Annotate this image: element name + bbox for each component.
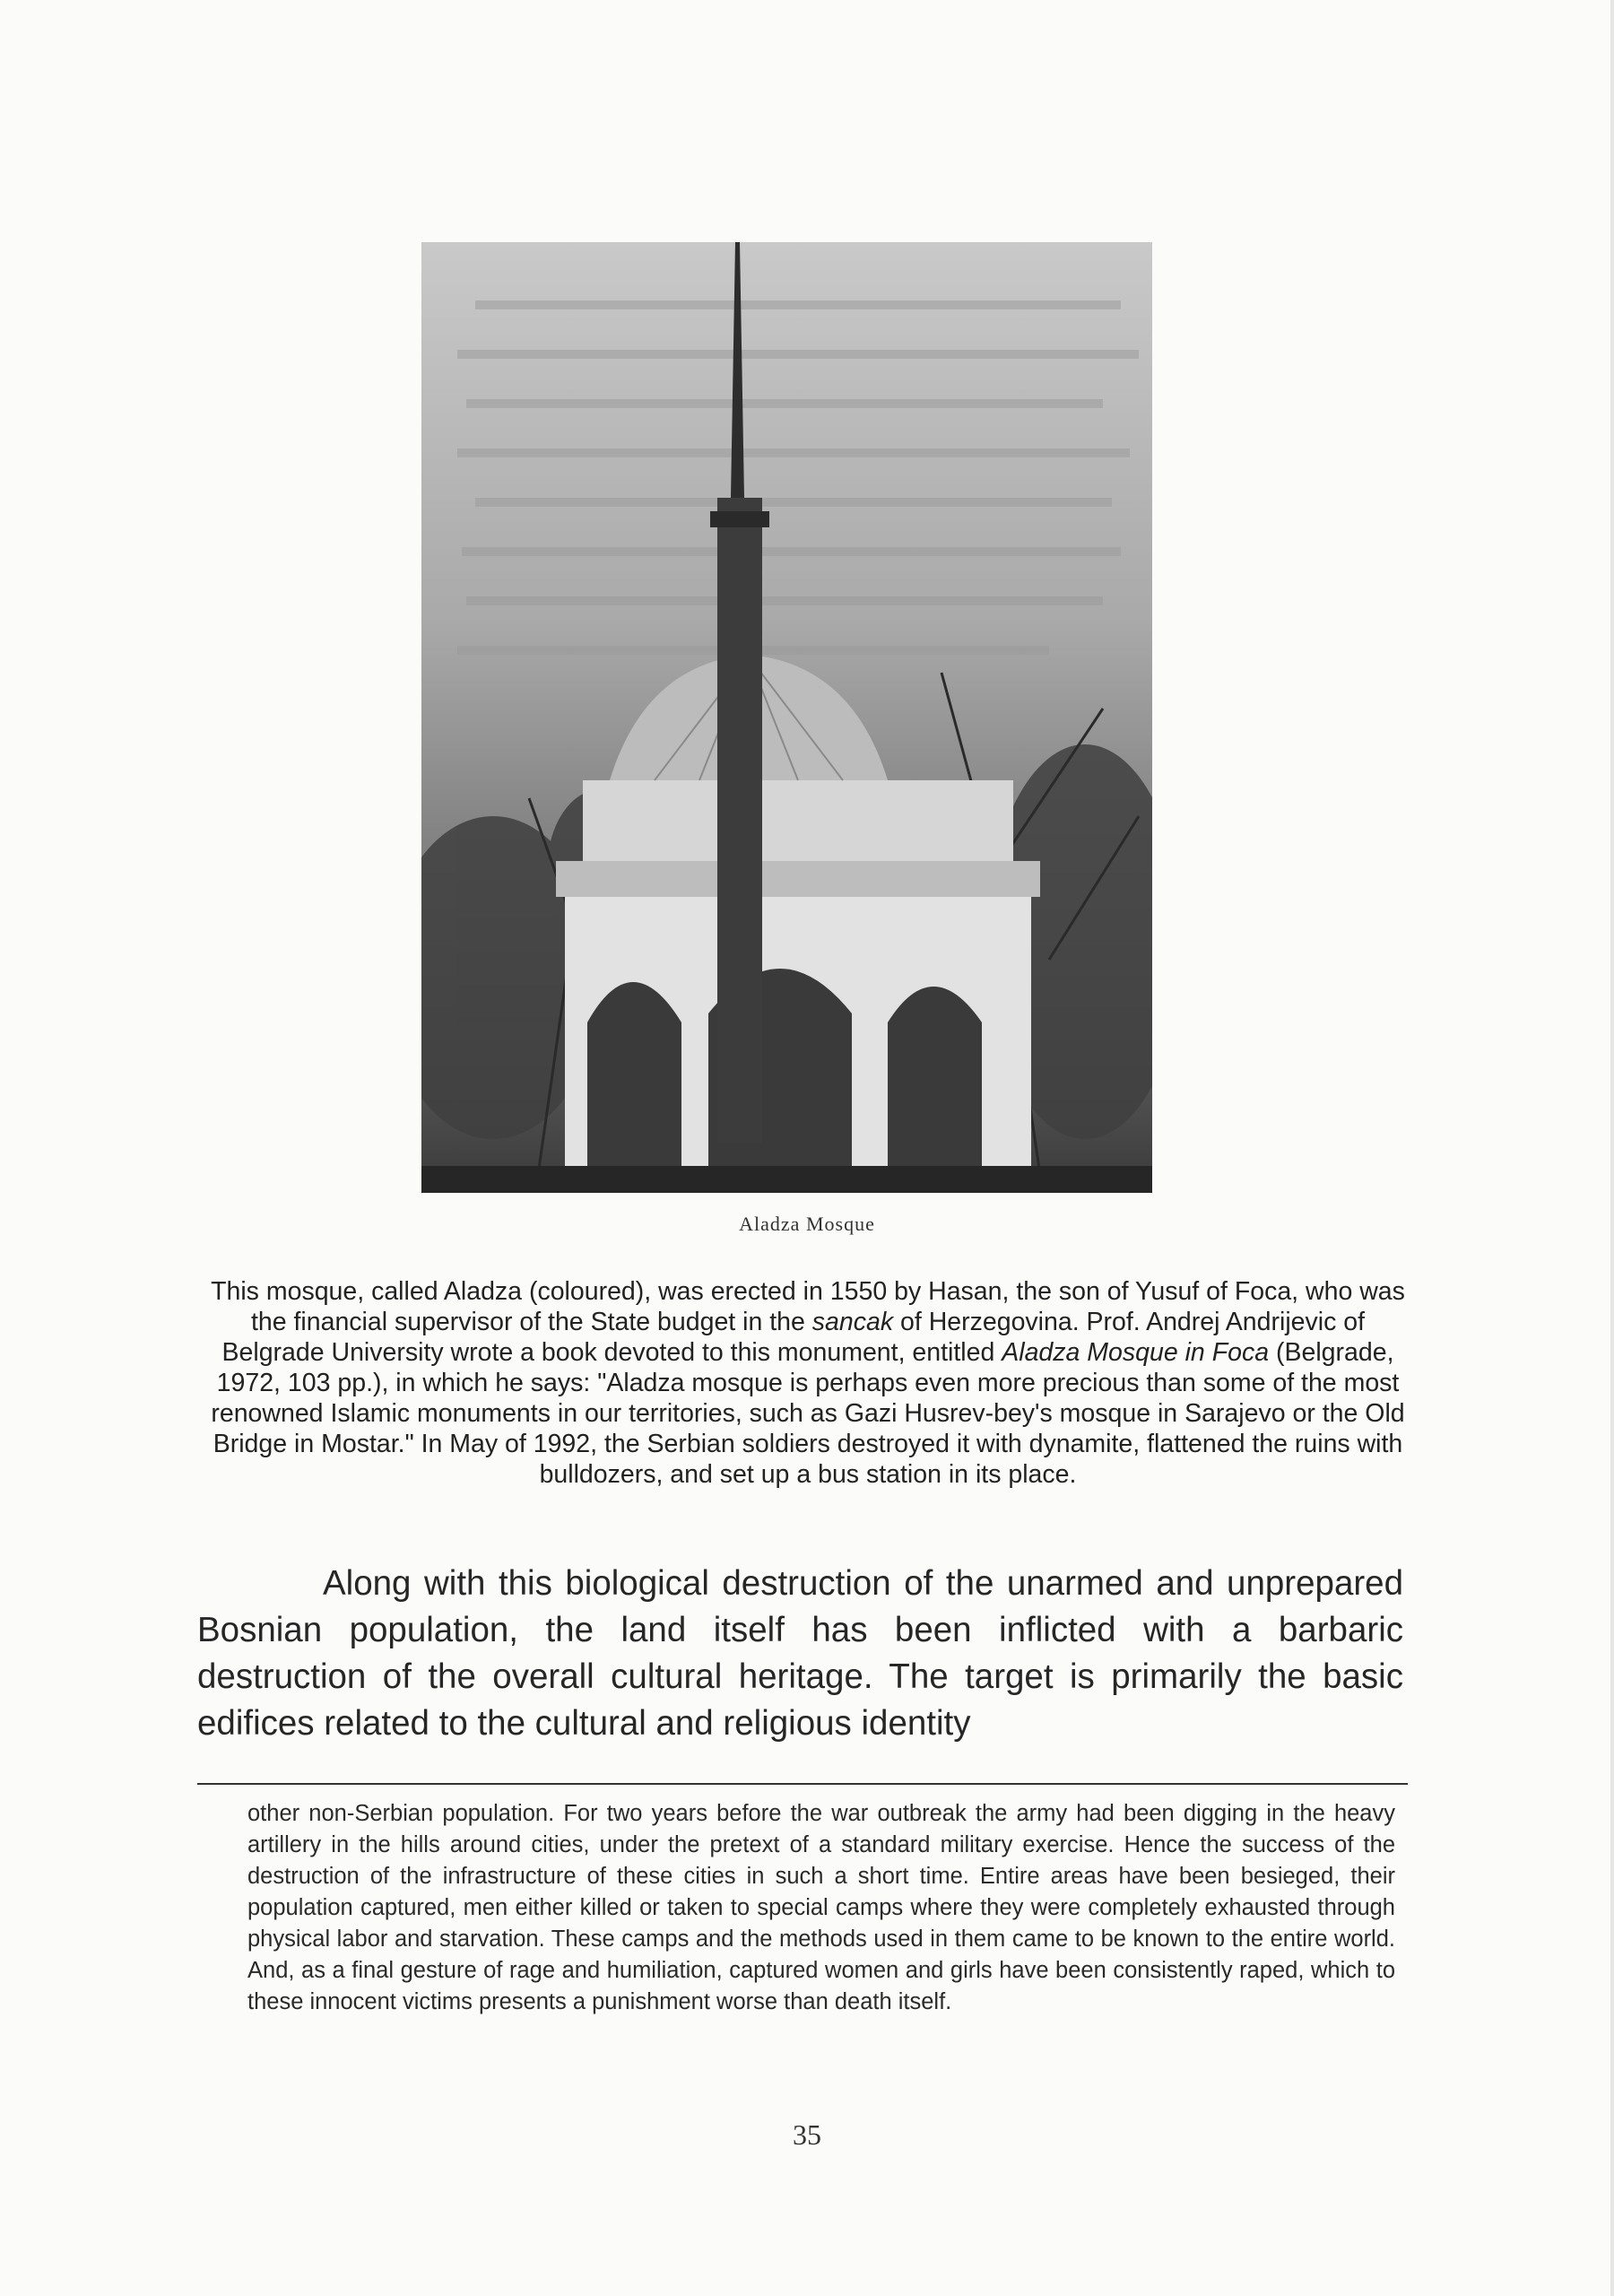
mosque-illustration bbox=[421, 242, 1152, 1193]
description-italic-sancak: sancak bbox=[811, 1308, 894, 1336]
description-text-3: (Belgrade, 1972, 103 pp.), in which he says: "Aladza mosque is perhaps even more precious than some of the most renowned Islamic monuments in our territories, such as Gazi Husrev-bey's mosque in Sarajevo or the Old Bridge in Mostar." In May of 1992, the Serbian soldiers destroyed it with dynamite, flattened the ruins with bulldozers, and set up a bus station in its place. bbox=[211, 1338, 1405, 1489]
ground bbox=[421, 1166, 1152, 1193]
mosque-photo bbox=[421, 242, 1152, 1193]
footnote-text: other non-Serbian population. For two years before the war outbreak the army had been digging in the heavy artillery in the hills around cities, under the pretext of a standard military exercise. Hence the success of the destruction of the infrastructure of these cities in such a short time. Entire areas have been besieged, their population captured, men either killed or taken to special camps where they were completely exhausted through physical labor and starvation. These camps and the methods used in them came to be known to the entire world. And, as a final gesture of rage and humiliation, captured women and girls have been consistently raped, which to these innocent victims presents a punishment worse than death itself. bbox=[247, 1801, 1395, 2014]
minaret bbox=[717, 498, 762, 1144]
portico-arches bbox=[587, 969, 982, 1166]
page-edge bbox=[1610, 0, 1614, 2296]
minaret-spire bbox=[731, 242, 744, 498]
description-italic-book-title: Aladza Mosque in Foca bbox=[1002, 1338, 1270, 1367]
minaret-balcony bbox=[710, 511, 769, 527]
photo-caption: Aladza Mosque bbox=[739, 1213, 875, 1235]
photo-description bbox=[203, 1276, 1413, 1490]
page-number: 35 bbox=[793, 2118, 821, 2151]
description-text-1: This mosque, called Aladza (coloured), was erected in 1550 by Hasan, the son of Yusuf of Foca, who was the financial supervisor of the State budget in the bbox=[211, 1277, 1405, 1336]
bleed-through-text bbox=[457, 305, 1139, 650]
description-text-2: of Herzegovina. Prof. Andrej Andrijevic of Belgrade University wrote a book devoted to this monument, entitled bbox=[221, 1308, 1366, 1367]
portico-roof bbox=[556, 861, 1040, 897]
footnote-divider bbox=[197, 1783, 1408, 1785]
main-paragraph: Along with this biological destruction of the unarmed and unprepared Bosnian population, the land itself has been inflicted with a barbaric destruction of the overall cultural heritage. The target is primarily the basic edifices related to the cultural and religious identity bbox=[197, 1564, 1403, 1743]
